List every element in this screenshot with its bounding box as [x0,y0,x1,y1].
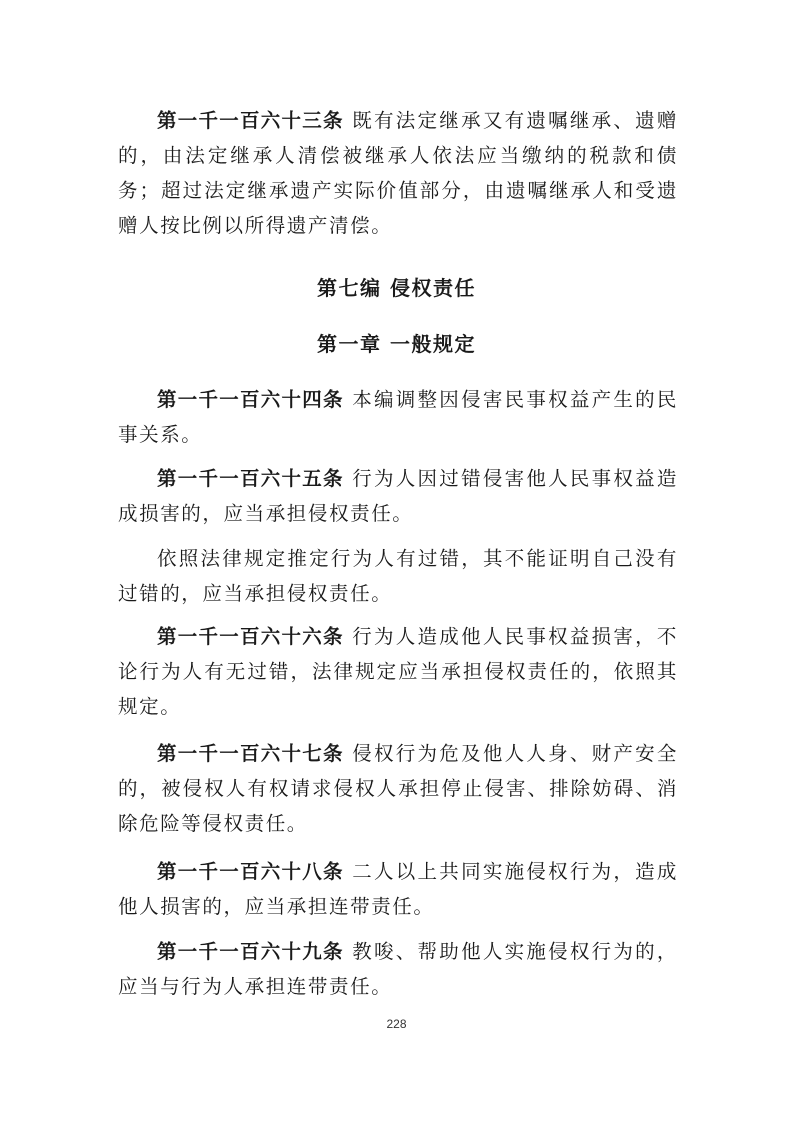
article-text: 侵权行为危及他人人身、财产安全的，被侵权人有权请求侵权人承担停止侵害、排除妨碍、消除危险等侵权责任。 [118,742,678,835]
article-number: 第一千一百六十五条 [157,467,344,490]
article-number: 第一千一百六十七条 [157,742,344,765]
article-text: 本编调整因侵害民事权益产生的民事关系。 [118,388,678,446]
article-1165-paragraph-2 [118,541,678,611]
article-text: 依照法律规定推定行为人有过错，其不能证明自己没有过错的，应当承担侵权责任。 [118,547,678,605]
article-text: 教唆、帮助他人实施侵权行为的，应当与行为人承担连带责任。 [118,940,678,998]
article-number: 第一千一百六十三条 [157,109,344,132]
article-1168 [118,854,678,924]
article-1167 [118,736,678,841]
article-text: 既有法定继承又有遗嘱继承、遗赠的，由法定继承人清偿被继承人依法应当缴纳的税款和债务；超过法定继承遗产实际价值部分，由遗嘱继承人和受遗赠人按比例以所得遗产清偿。 [118,109,678,237]
part-heading: 第七编 侵权责任 [317,276,476,300]
article-1165 [118,461,678,531]
article-number: 第一千一百六十八条 [157,860,344,883]
page-number: 228 [386,1017,407,1031]
article-1164 [118,382,678,452]
article-1166 [118,619,678,724]
chapter-heading: 第一章 一般规定 [317,332,476,356]
article-1169 [118,934,678,1004]
article-text: 行为人造成他人民事权益损害，不论行为人有无过错，法律规定应当承担侵权责任的，依照其规定。 [118,625,678,718]
article-number: 第一千一百六十六条 [157,625,344,648]
article-number: 第一千一百六十九条 [157,940,344,963]
article-number: 第一千一百六十四条 [157,388,344,411]
article-text: 行为人因过错侵害他人民事权益造成损害的，应当承担侵权责任。 [118,467,678,525]
article-text: 二人以上共同实施侵权行为，造成他人损害的，应当承担连带责任。 [118,860,678,918]
article-1163 [118,103,678,243]
